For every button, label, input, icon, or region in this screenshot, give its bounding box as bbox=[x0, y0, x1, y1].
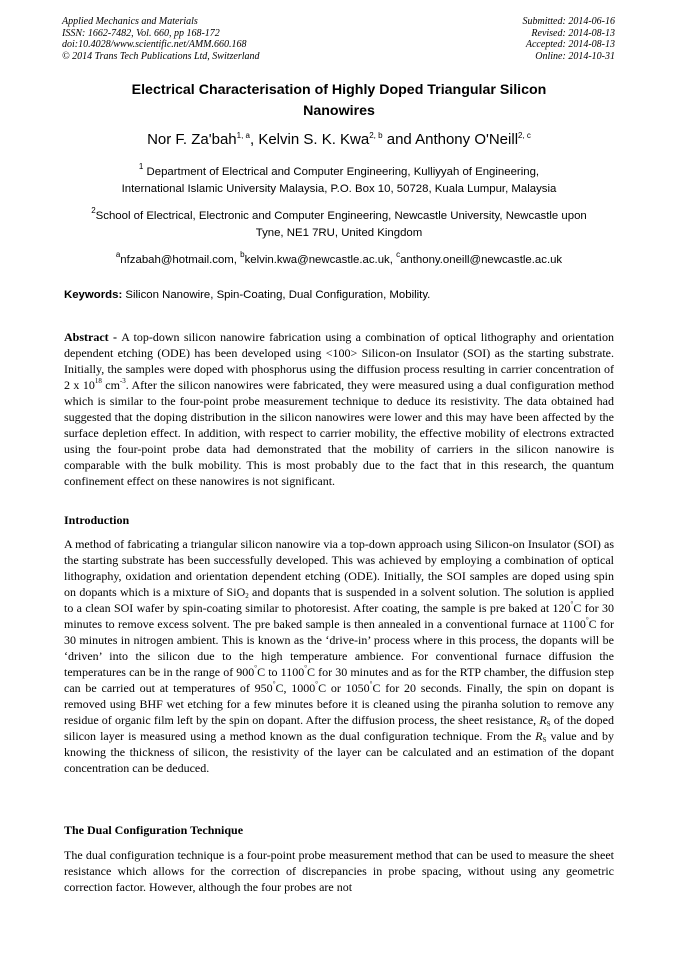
author-3: Anthony O'Neill bbox=[415, 131, 519, 148]
degree-5: ° bbox=[272, 680, 276, 688]
intro-text-1: A method of fabricating a triangular silicon nanowire via a top-down approach using Silicon-on Insulator (SOI) as the starting substrate has been successfully developed. This was achieved by employing a combination of optical lithography, oxidation and orientation dependent etching (ODE). Initially, the SOI samples are doped using spin on dopants which is a mixture of SiO bbox=[64, 537, 614, 599]
abstract-text-3: . After the silicon nanowires were fabricated, they were measured using a dual configuration method which is similar to the four-point probe measurement technique to deduce its resistivity. The data obtained had suggested that the doping distribution in the silicon nanowires were lower and this may have been affected by the surface depletion effect. In addition, with respect to carrier mobility, the effective mobility of electrons extracted using the four-point probe data had demonstrated that the mobility of carriers in the silicon nanowire is comparable with the bulk mobility. This is most probably due to the fact that in this research, the quantum confinement effect on these nanowires is not significant. bbox=[64, 378, 614, 488]
title-line-2: Nanowires bbox=[303, 103, 375, 119]
email-b-sup: b bbox=[240, 250, 245, 259]
date-submitted: Submitted: 2014-06-16 bbox=[522, 16, 615, 27]
introduction-heading: Introduction bbox=[64, 513, 130, 527]
affiliation-2-sup: 2 bbox=[91, 206, 96, 215]
email-a-sup: a bbox=[115, 250, 121, 259]
degree-2: ° bbox=[585, 616, 589, 624]
intro-text-8: C or 1050 bbox=[318, 681, 370, 695]
intro-sub-1: 2 bbox=[245, 592, 249, 600]
intro-text-9: C for 20 seconds. Finally, the spin on dopant is removed using BHF wet etching for a few minutes before it is cleaned using the piranha solution to remove any residue of organic film left by the spin on dopant. After the diffusion process, the sheet resistance, bbox=[64, 681, 614, 727]
abstract-sup-1: 18 bbox=[94, 377, 102, 385]
dual-configuration-text: The dual configuration technique is a four-point probe measurement method that can be used to measure the sheet resistance which allows for the correction of discrepancies in probe spacing, without using any geometric correction factor. However, although the four probes are not bbox=[64, 848, 614, 894]
affiliation-2-line-1: School of Electrical, Electronic and Computer Engineering, Newcastle University, Newcastle upon bbox=[95, 210, 587, 222]
author-2-sup: 2, b bbox=[369, 131, 383, 140]
degree-4: ° bbox=[304, 664, 308, 672]
intro-text-7: C, 1000 bbox=[275, 681, 316, 695]
affiliation-1-line-1: Department of Electrical and Computer Engineering, Kulliyyah of Engineering, bbox=[143, 166, 540, 178]
intro-text-4: C for 30 minutes in nitrogen ambient. This is known as the ‘drive-in’ process where in this process, the dopants will be ‘driven’ into the silicon due to the high temperature ambience. For conventional furnace diffusion the temperatures can be in the range of 900 bbox=[64, 617, 614, 679]
affiliation-1-line-2: International Islamic University Malaysia, P.O. Box 10, 50728, Kuala Lumpur, Malaysia bbox=[121, 182, 557, 195]
author-1: Nor F. Za'bah bbox=[147, 131, 237, 148]
degree-6: ° bbox=[315, 680, 319, 688]
intro-text-6: C for 30 minutes and as for the RTP chamber, the diffusion step can be carried out at temperatures of 950 bbox=[64, 665, 614, 695]
date-accepted: Accepted: 2014-08-13 bbox=[525, 39, 615, 50]
author-list bbox=[62, 130, 616, 150]
abstract bbox=[64, 329, 614, 489]
author-sep-2: and bbox=[382, 131, 416, 148]
keywords-text: Silicon Nanowire, Spin-Coating, Dual Configuration, Mobility. bbox=[122, 289, 431, 301]
intro-text-10: of the doped silicon layer is measured using a method known as the dual configuration technique. From the bbox=[64, 713, 614, 743]
journal-doi[interactable]: doi:10.4028/www.scientific.net/AMM.660.168 bbox=[62, 39, 247, 50]
dates-header bbox=[523, 16, 616, 62]
degree-7: ° bbox=[369, 680, 373, 688]
date-online: Online: 2014-10-31 bbox=[535, 50, 615, 62]
author-1-sup: 1, a bbox=[236, 131, 250, 140]
email-list bbox=[62, 252, 616, 268]
intro-text-11: value and by knowing the thickness of silicon, the resistivity of the layer can be calculated and an estimation of the dopant concentration can be deduced. bbox=[64, 729, 614, 775]
journal-header bbox=[62, 16, 260, 62]
email-c[interactable]: anthony.oneill@newcastle.ac.uk bbox=[400, 254, 563, 266]
abstract-text-2: cm bbox=[101, 378, 120, 392]
journal-issn: ISSN: 1662-7482, Vol. 660, pp 168-172 bbox=[62, 27, 220, 39]
degree-3: ° bbox=[254, 664, 258, 672]
title-line-1: Electrical Characterisation of Highly Doped Triangular Silicon bbox=[131, 82, 547, 98]
abstract-sup-2: -3 bbox=[119, 377, 126, 385]
email-a[interactable]: nfzabah@hotmail.com, bbox=[120, 254, 241, 266]
affiliation-2-line-2: Tyne, NE1 7RU, United Kingdom bbox=[255, 226, 423, 239]
introduction-text bbox=[64, 536, 614, 776]
journal-copyright: © 2014 Trans Tech Publications Ltd, Switzerland bbox=[62, 50, 260, 62]
rs-symbol-2: R bbox=[535, 729, 543, 743]
author-3-sup: 2, c bbox=[518, 131, 531, 140]
paper-title bbox=[62, 80, 616, 122]
rs-symbol-1: R bbox=[539, 713, 547, 727]
intro-text-2: and dopants that is suspended in a solvent solution. The solution is applied to a clean SOI wafer by spin-coating similar to photoresist. After coating, the sample is pre baked at 120 bbox=[64, 585, 614, 615]
rs-sub-2: S bbox=[542, 736, 547, 744]
abstract-label: Abstract - bbox=[64, 330, 122, 344]
keywords bbox=[64, 287, 616, 303]
intro-text-3: C for 30 minutes to remove excess solvent. The pre baked sample is then annealed in a conventional furnace at 1100 bbox=[64, 601, 615, 631]
journal-name: Applied Mechanics and Materials bbox=[62, 16, 198, 27]
affiliation-1 bbox=[62, 164, 616, 197]
email-b[interactable]: kelvin.kwa@newcastle.ac.uk, bbox=[244, 254, 397, 266]
author-2: Kelvin S. K. Kwa bbox=[258, 131, 370, 148]
rs-sub-1: S bbox=[546, 720, 551, 728]
affiliation-1-sup: 1 bbox=[138, 162, 144, 171]
keywords-label: Keywords: bbox=[64, 289, 123, 301]
degree-1: ° bbox=[570, 600, 574, 608]
intro-text-5: C to 1100 bbox=[257, 665, 305, 679]
date-revised: Revised: 2014-08-13 bbox=[531, 27, 615, 39]
dual-configuration-heading: The Dual Configuration Technique bbox=[64, 823, 244, 837]
author-sep-1: , bbox=[249, 131, 259, 148]
affiliation-2 bbox=[62, 208, 616, 241]
email-c-sup: c bbox=[396, 250, 401, 259]
abstract-text-1: A top-down silicon nanowire fabrication using a combination of optical lithography and orientation dependent etching (ODE) has been developed using <100> Silicon-on Insulator (SOI) as the starting substrate. Initially, the samples were doped with phosphorus using the diffusion process resulting in carrier concentration of 2 x 10 bbox=[64, 330, 614, 392]
